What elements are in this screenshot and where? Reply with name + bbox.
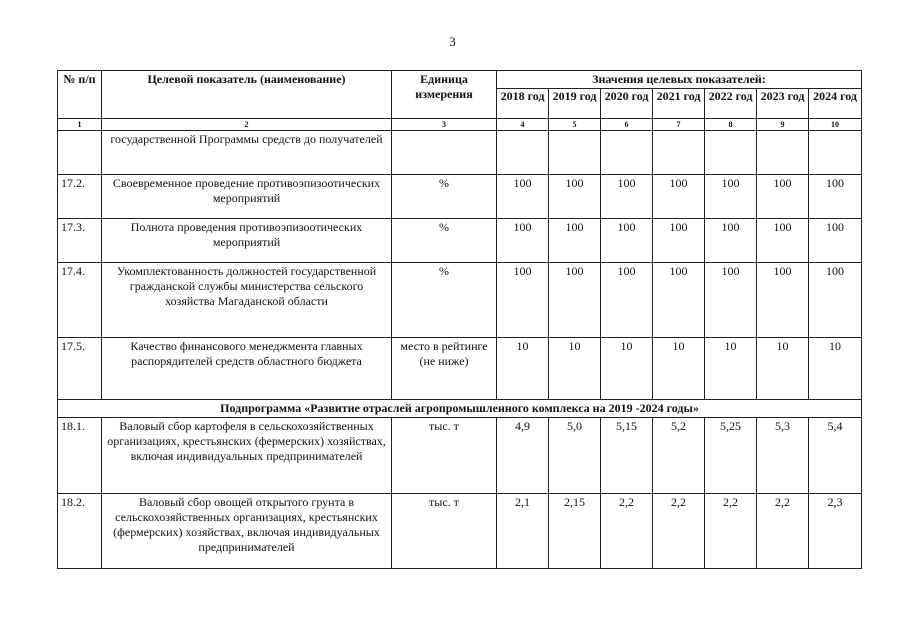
table-row xyxy=(58,418,862,494)
value-cell: 2,1 xyxy=(497,494,549,569)
table-row xyxy=(58,338,862,400)
value-cell: 100 xyxy=(549,263,601,338)
table-row-continuation xyxy=(58,131,862,175)
value-cell: 100 xyxy=(497,263,549,338)
value-cell: 100 xyxy=(653,219,705,263)
value-cell: 10 xyxy=(757,338,809,400)
table-row xyxy=(58,263,862,338)
value-cell: 100 xyxy=(757,219,809,263)
value-cell: 2,3 xyxy=(809,494,862,569)
value-cell: 100 xyxy=(601,219,653,263)
value-cell: 100 xyxy=(497,219,549,263)
value-cell: 100 xyxy=(809,219,862,263)
value-cell: 100 xyxy=(705,175,757,219)
continuation-text: государственной Программы средств до получателей xyxy=(102,131,392,175)
indicator-name: Валовый сбор овощей открытого грунта в сельскохозяйственных организациях, крестьянских (фермерских) хозяйствах, включая индивидуальных предпринимателей xyxy=(102,494,392,569)
unit-cell: % xyxy=(392,219,497,263)
header-year: 2021 год xyxy=(653,89,705,119)
column-number: 10 xyxy=(809,119,862,131)
value-cell: 5,4 xyxy=(809,418,862,494)
header-year: 2022 год xyxy=(705,89,757,119)
value-cell: 4,9 xyxy=(497,418,549,494)
row-number: 17.2. xyxy=(58,175,102,219)
header-year: 2020 год xyxy=(601,89,653,119)
value-cell: 100 xyxy=(705,219,757,263)
row-number: 18.2. xyxy=(58,494,102,569)
header-num: № п/п xyxy=(58,71,102,119)
indicator-name: Полнота проведения противоэпизоотических мероприятий xyxy=(102,219,392,263)
value-cell: 10 xyxy=(809,338,862,400)
row-number: 17.5. xyxy=(58,338,102,400)
value-cell: 100 xyxy=(757,263,809,338)
value-cell: 10 xyxy=(549,338,601,400)
value-cell: 5,15 xyxy=(601,418,653,494)
value-cell: 100 xyxy=(653,263,705,338)
indicator-name: Своевременное проведение противоэпизоотических мероприятий xyxy=(102,175,392,219)
row-number: 17.3. xyxy=(58,219,102,263)
value-cell: 2,2 xyxy=(757,494,809,569)
section-row xyxy=(58,400,862,418)
unit-cell: место в рейтинге (не ниже) xyxy=(392,338,497,400)
value-cell: 10 xyxy=(497,338,549,400)
value-cell: 5,2 xyxy=(653,418,705,494)
indicator-name: Валовый сбор картофеля в сельскохозяйственных организациях, крестьянских (фермерских) хозяйствах, включая индивидуальных предпринимателей xyxy=(102,418,392,494)
header-year: 2024 год xyxy=(809,89,862,119)
table-row xyxy=(58,494,862,569)
unit-cell: % xyxy=(392,175,497,219)
header-year: 2019 год xyxy=(549,89,601,119)
section-title: Подпрограмма «Развитие отраслей агропромышленного комплекса на 2019 -2024 годы» xyxy=(58,400,862,418)
column-number: 6 xyxy=(601,119,653,131)
page-number: 3 xyxy=(449,34,456,49)
value-cell: 5,25 xyxy=(705,418,757,494)
table-row xyxy=(58,219,862,263)
indicator-name: Качество финансового менеджмента главных распорядителей средств областного бюджета xyxy=(102,338,392,400)
header-values: Значения целевых показателей: xyxy=(497,71,862,89)
value-cell: 100 xyxy=(809,263,862,338)
unit-cell: тыс. т xyxy=(392,494,497,569)
column-number: 8 xyxy=(705,119,757,131)
target-indicators-table xyxy=(57,70,862,569)
unit-cell: тыс. т xyxy=(392,418,497,494)
column-number: 2 xyxy=(102,119,392,131)
header-unit: Единица измерения xyxy=(392,71,497,119)
column-number: 4 xyxy=(497,119,549,131)
value-cell: 100 xyxy=(497,175,549,219)
value-cell: 100 xyxy=(601,175,653,219)
value-cell: 5,0 xyxy=(549,418,601,494)
value-cell: 100 xyxy=(549,175,601,219)
value-cell: 2,15 xyxy=(549,494,601,569)
row-number: 18.1. xyxy=(58,418,102,494)
header-year: 2018 год xyxy=(497,89,549,119)
table-row xyxy=(58,175,862,219)
value-cell: 10 xyxy=(705,338,757,400)
column-number: 1 xyxy=(58,119,102,131)
value-cell: 100 xyxy=(809,175,862,219)
value-cell: 100 xyxy=(705,263,757,338)
column-number: 3 xyxy=(392,119,497,131)
value-cell: 2,2 xyxy=(601,494,653,569)
value-cell: 5,3 xyxy=(757,418,809,494)
value-cell: 100 xyxy=(653,175,705,219)
unit-cell: % xyxy=(392,263,497,338)
indicator-name: Укомплектованность должностей государственной гражданской службы министерства сельского хозяйства Магаданской области xyxy=(102,263,392,338)
column-number: 5 xyxy=(549,119,601,131)
column-number: 7 xyxy=(653,119,705,131)
value-cell: 10 xyxy=(601,338,653,400)
header-year: 2023 год xyxy=(757,89,809,119)
value-cell: 100 xyxy=(601,263,653,338)
column-number: 9 xyxy=(757,119,809,131)
value-cell: 100 xyxy=(549,219,601,263)
value-cell: 2,2 xyxy=(705,494,757,569)
row-number: 17.4. xyxy=(58,263,102,338)
header-indicator: Целевой показатель (наименование) xyxy=(102,71,392,119)
value-cell: 2,2 xyxy=(653,494,705,569)
value-cell: 100 xyxy=(757,175,809,219)
value-cell: 10 xyxy=(653,338,705,400)
